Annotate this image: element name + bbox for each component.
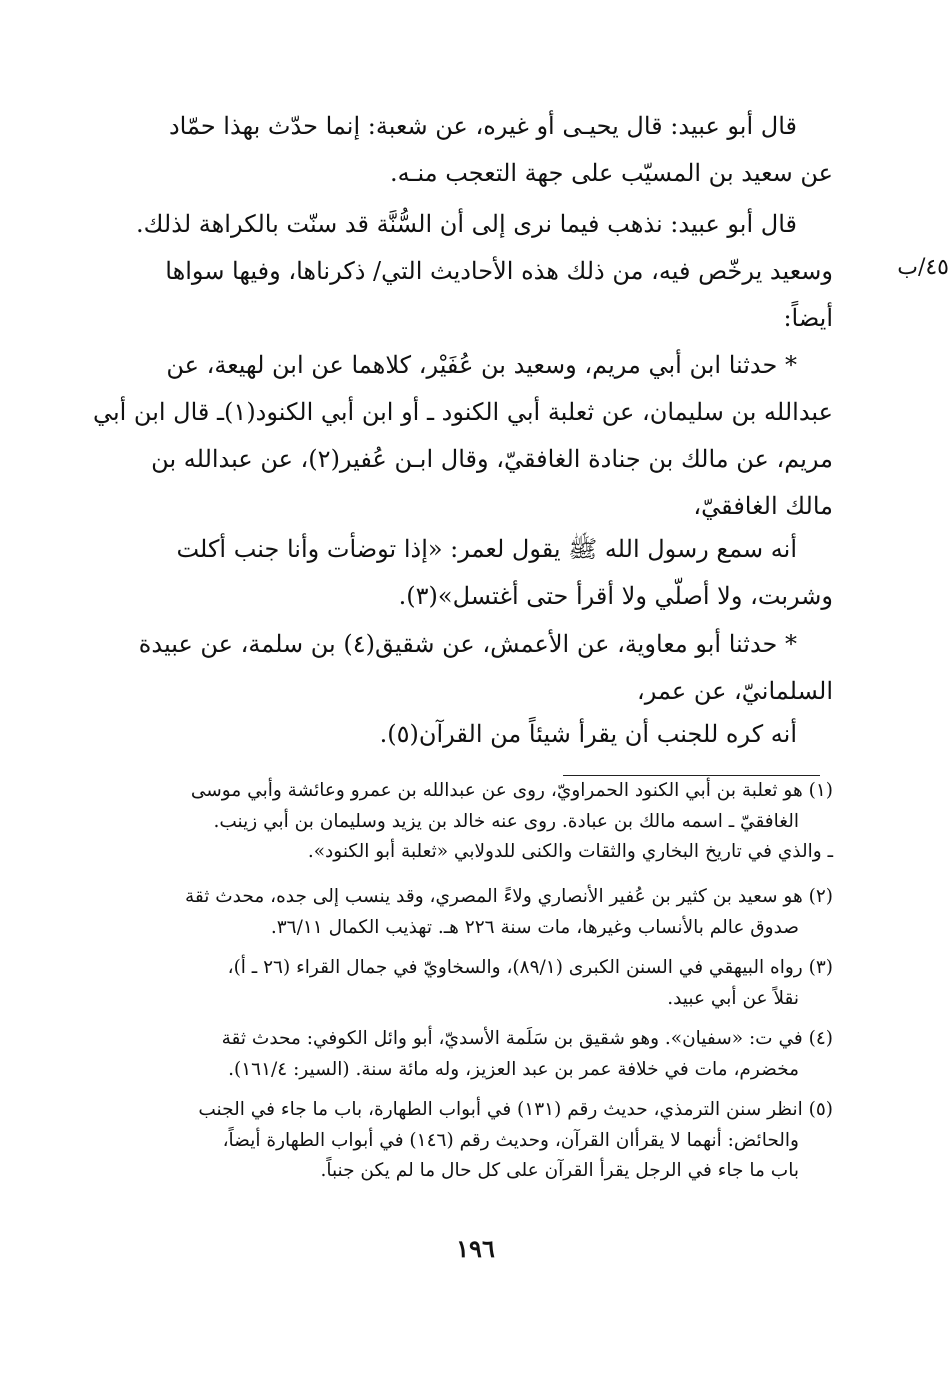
- footnote-line: والحائض: أنهما لا يقرأان القرآن، وحديث رقم (١٤٦) في أبواب الطهارة أيضاً،: [222, 1129, 799, 1151]
- text-line: مريم، عن مالك بن جنادة الغافقيّ، وقال ابـن عُفير(٢)، عن عبدالله بن: [151, 445, 833, 473]
- footnote-2: [128, 882, 833, 943]
- text-line: عن سعيد بن المسيّب على جهة التعجب منـه.: [389, 159, 833, 187]
- footnote-5: [128, 1095, 833, 1187]
- footnote-line: (١) هو ثعلبة بن أبي الكنود الحمراويّ، روى عن عبدالله بن عمرو وعائشة وأبي موسى: [190, 780, 833, 801]
- text-line: عبدالله بن سليمان، عن ثعلبة أبي الكنود ـ أو ابن أبي الكنود(١)ـ قال ابن أبي: [92, 398, 833, 426]
- footnote-line: ـ والذي في تاريخ البخاري والثقات والكنى للدولابي «ثعلبة أبو الكنود».: [307, 841, 833, 862]
- text-line: قال أبو عبيد: قال يحيـى أو غيره، عن شعبة: إنما حدّث بهذا حمّاد: [168, 112, 797, 140]
- paragraph-6-hadith: [128, 711, 833, 758]
- page-number: ١٩٦: [456, 1234, 495, 1263]
- text-line: أنه سمع رسول الله ﷺ يقول لعمر: «إذا توضأت وأنا جنب أكلت: [176, 535, 797, 563]
- footnote-line: نقلاً عن أبي عبيد.: [667, 987, 799, 1009]
- footnote-1: [128, 776, 833, 868]
- footnote-line: (٥) انظر سنن الترمذي، حديث رقم (١٣١) في أبواب الطهارة، باب ما جاء في الجنب: [198, 1099, 833, 1120]
- text-line: * حدثنا ابن أبي مريم، وسعيد بن عُفَيْر، كلاهما عن ابن لهيعة، عن: [166, 351, 797, 379]
- paragraph-4-hadith: [128, 526, 833, 620]
- text-line: مالك الغافقيّ،: [693, 492, 833, 520]
- margin-folio-note: ٤٥/ب: [897, 255, 949, 280]
- footnote-3: [128, 953, 833, 1014]
- text-line: أيضاً:: [783, 304, 833, 332]
- paragraph-3-isnad: [92, 342, 833, 530]
- footnote-line: (٣) رواه البيهقي في السنن الكبرى (٨٩/١)، والسخاويّ في جمال القراء (٢٦ ـ أ)،: [227, 957, 833, 978]
- text-line: * حدثنا أبو معاوية، عن الأعمش، عن شقيق(٤) بن سلمة، عن عبيدة: [138, 630, 797, 658]
- text-line: وسعيد يرخّص فيه، من ذلك هذه الأحاديث التي/ ذكرناها، وفيها سواها: [165, 257, 833, 285]
- footnote-line: صدوق عالم بالأنساب وغيرها، مات سنة ٢٢٦ هـ. تهذيب الكمال ٣٦/١١.: [270, 916, 799, 938]
- footnote-4: [128, 1024, 833, 1085]
- footnote-line: باب ما جاء في الرجل يقرأ القرآن على كل حال ما لم يكن جنباً.: [320, 1160, 799, 1181]
- footnote-line: الغافقيّ ـ اسمه مالك بن عبادة. روى عنه خالد بن يزيد وسليمان بن أبي زينب.: [213, 810, 799, 832]
- text-line: قال أبو عبيد: نذهب فيما نرى إلى أن السُّنَّة قد سنّت بالكراهة لذلك.: [136, 210, 797, 238]
- paragraph-2: [128, 201, 833, 342]
- footnote-line: (٤) في ت: «سفيان». وهو شقيق بن سَلَمة الأسديّ، أبو وائل الكوفي: محدث ثقة: [221, 1028, 833, 1049]
- paragraph-5-isnad: [128, 621, 833, 715]
- text-line: وشربت، ولا أصلّي ولا أقرأ حتى أغتسل»(٣).: [398, 582, 833, 610]
- text-line: السلمانيّ، عن عمر،: [637, 677, 833, 705]
- footnote-line: مخضرم، مات في خلافة عمر بن عبد العزيز، وله مائة سنة. (السير: ١٦١/٤).: [228, 1058, 799, 1080]
- text-line: أنه كره للجنب أن يقرأ شيئاً من القرآن(٥).: [379, 720, 797, 748]
- footnote-line: (٢) هو سعيد بن كثير بن عُفير الأنصاري ولاءً المصري، وقد ينسب إلى جده، محدث ثقة: [184, 886, 833, 907]
- paragraph-1: [128, 103, 833, 197]
